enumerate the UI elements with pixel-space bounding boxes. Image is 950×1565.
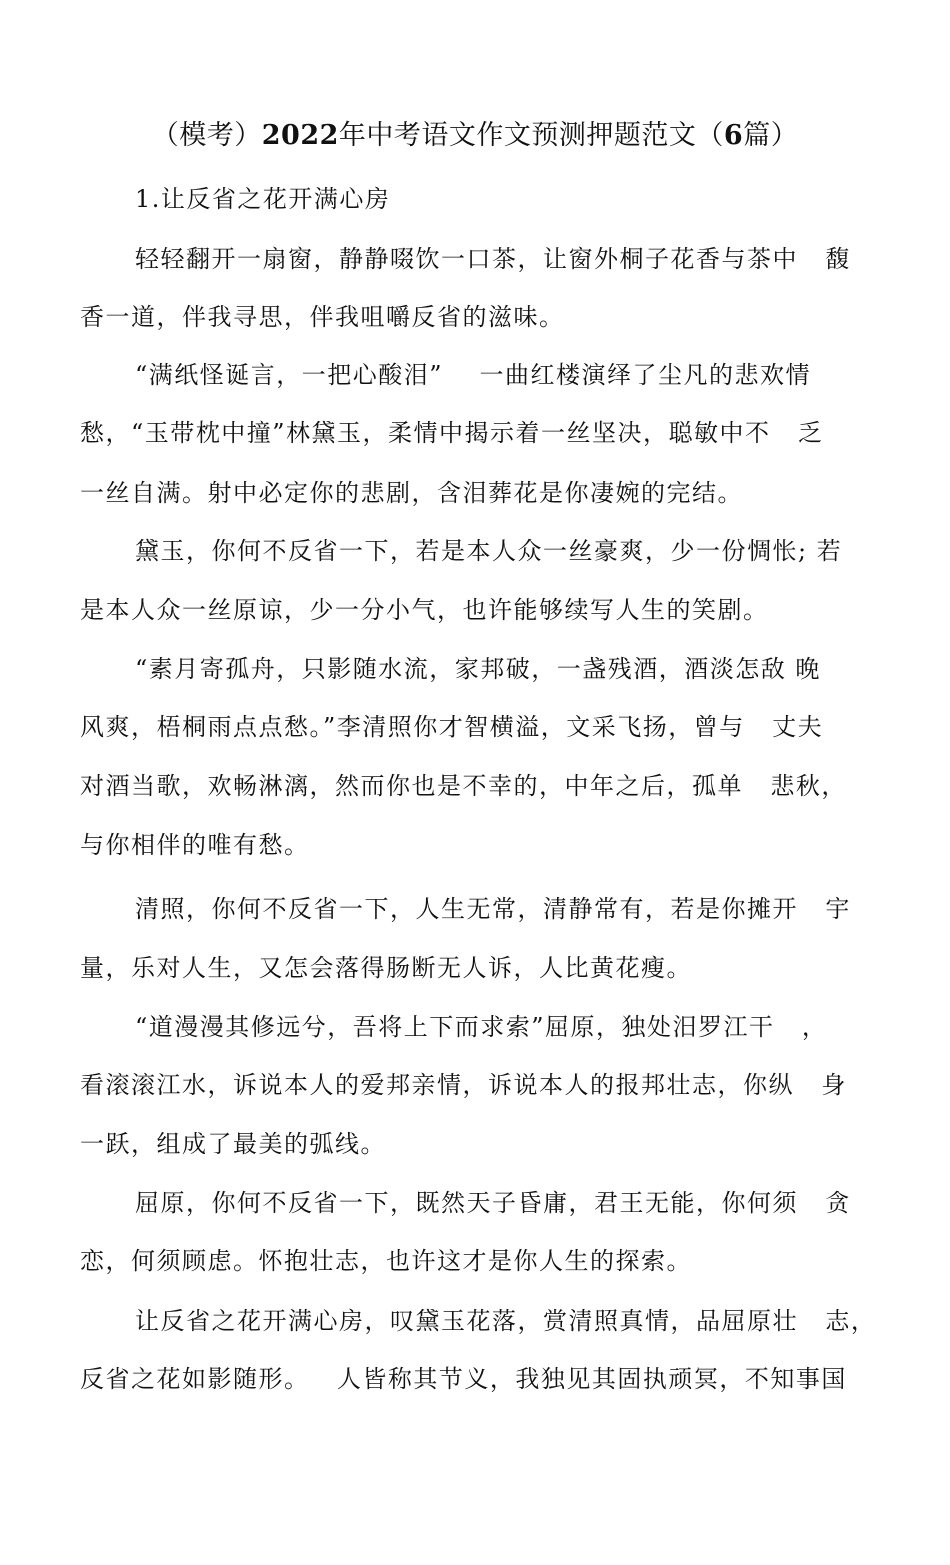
body-line: 反省之花如影随形。 人皆称其节义，我独见其固执顽冥，不知事国 bbox=[80, 1365, 847, 1393]
body-line: 屈原，你何不反省一下，既然天子昏庸，君王无能，你何须 贪 bbox=[135, 1189, 851, 1217]
title-prefix: （模考） bbox=[151, 120, 262, 151]
body-line: “素月寄孤舟，只影随水流，家邦破，一盏残酒，酒淡怎敌 晚 bbox=[135, 655, 821, 683]
body-line: 一跃，组成了最美的弧线。 bbox=[80, 1130, 386, 1158]
body-line: 风爽，梧桐雨点点愁。”李清照你才智横溢，文采飞扬，曾与 丈夫 bbox=[80, 713, 824, 741]
body-line: “满纸怪诞言，一把心酸泪” 一曲红楼演绎了尘凡的悲欢情 bbox=[135, 361, 812, 389]
body-line: 与你相伴的唯有愁。 bbox=[80, 831, 310, 859]
body-line: 对酒当歌，欢畅淋漓，然而你也是不幸的，中年之后，孤单 悲秋， bbox=[80, 772, 847, 800]
body-line: 让反省之花开满心房，叹黛玉花落，赏清照真情，品屈原壮 志， bbox=[135, 1307, 877, 1335]
body-line: 是本人众一丝原谅，少一分小气，也许能够续写人生的笑剧。 bbox=[80, 596, 769, 624]
document-title bbox=[80, 118, 870, 154]
body-line: 愁，“玉带枕中撞”林黛玉，柔情中揭示着一丝坚决，聪敏中不 乏 bbox=[80, 419, 824, 447]
body-line: 一丝自满。射中必定你的悲剧，含泪葬花是你凄婉的完结。 bbox=[80, 479, 743, 507]
title-middle: 年中考语文作文预测押题范文（ bbox=[338, 120, 724, 151]
body-line: 清照，你何不反省一下，人生无常，清静常有，若是你摊开 宇 bbox=[135, 895, 851, 923]
body-line: 轻轻翻开一扇窗，静静啜饮一口茶，让窗外桐子花香与茶中 馥 bbox=[135, 245, 851, 273]
body-line: 量，乐对人生，又怎会落得肠断无人诉，人比黄花瘦。 bbox=[80, 954, 692, 982]
essay-heading: 1.让反省之花开满心房 bbox=[135, 185, 391, 213]
body-line: 恋，何须顾虑。怀抱壮志，也许这才是你人生的探索。 bbox=[80, 1247, 692, 1275]
body-line: “道漫漫其修远兮，吾将上下而求索”屈原，独处汨罗江干 ， bbox=[135, 1013, 828, 1041]
title-year: 2022 bbox=[261, 120, 339, 151]
body-line: 看滚滚江水，诉说本人的爱邦亲情，诉说本人的报邦壮志，你纵 身 bbox=[80, 1071, 847, 1099]
title-suffix: 篇） bbox=[743, 120, 799, 151]
title-count: 6 bbox=[723, 120, 744, 151]
body-line: 香一道，伴我寻思，伴我咀嚼反省的滋味。 bbox=[80, 303, 565, 331]
body-line: 黛玉，你何不反省一下，若是本人众一丝豪爽，少一份惆怅; 若 bbox=[135, 537, 843, 565]
